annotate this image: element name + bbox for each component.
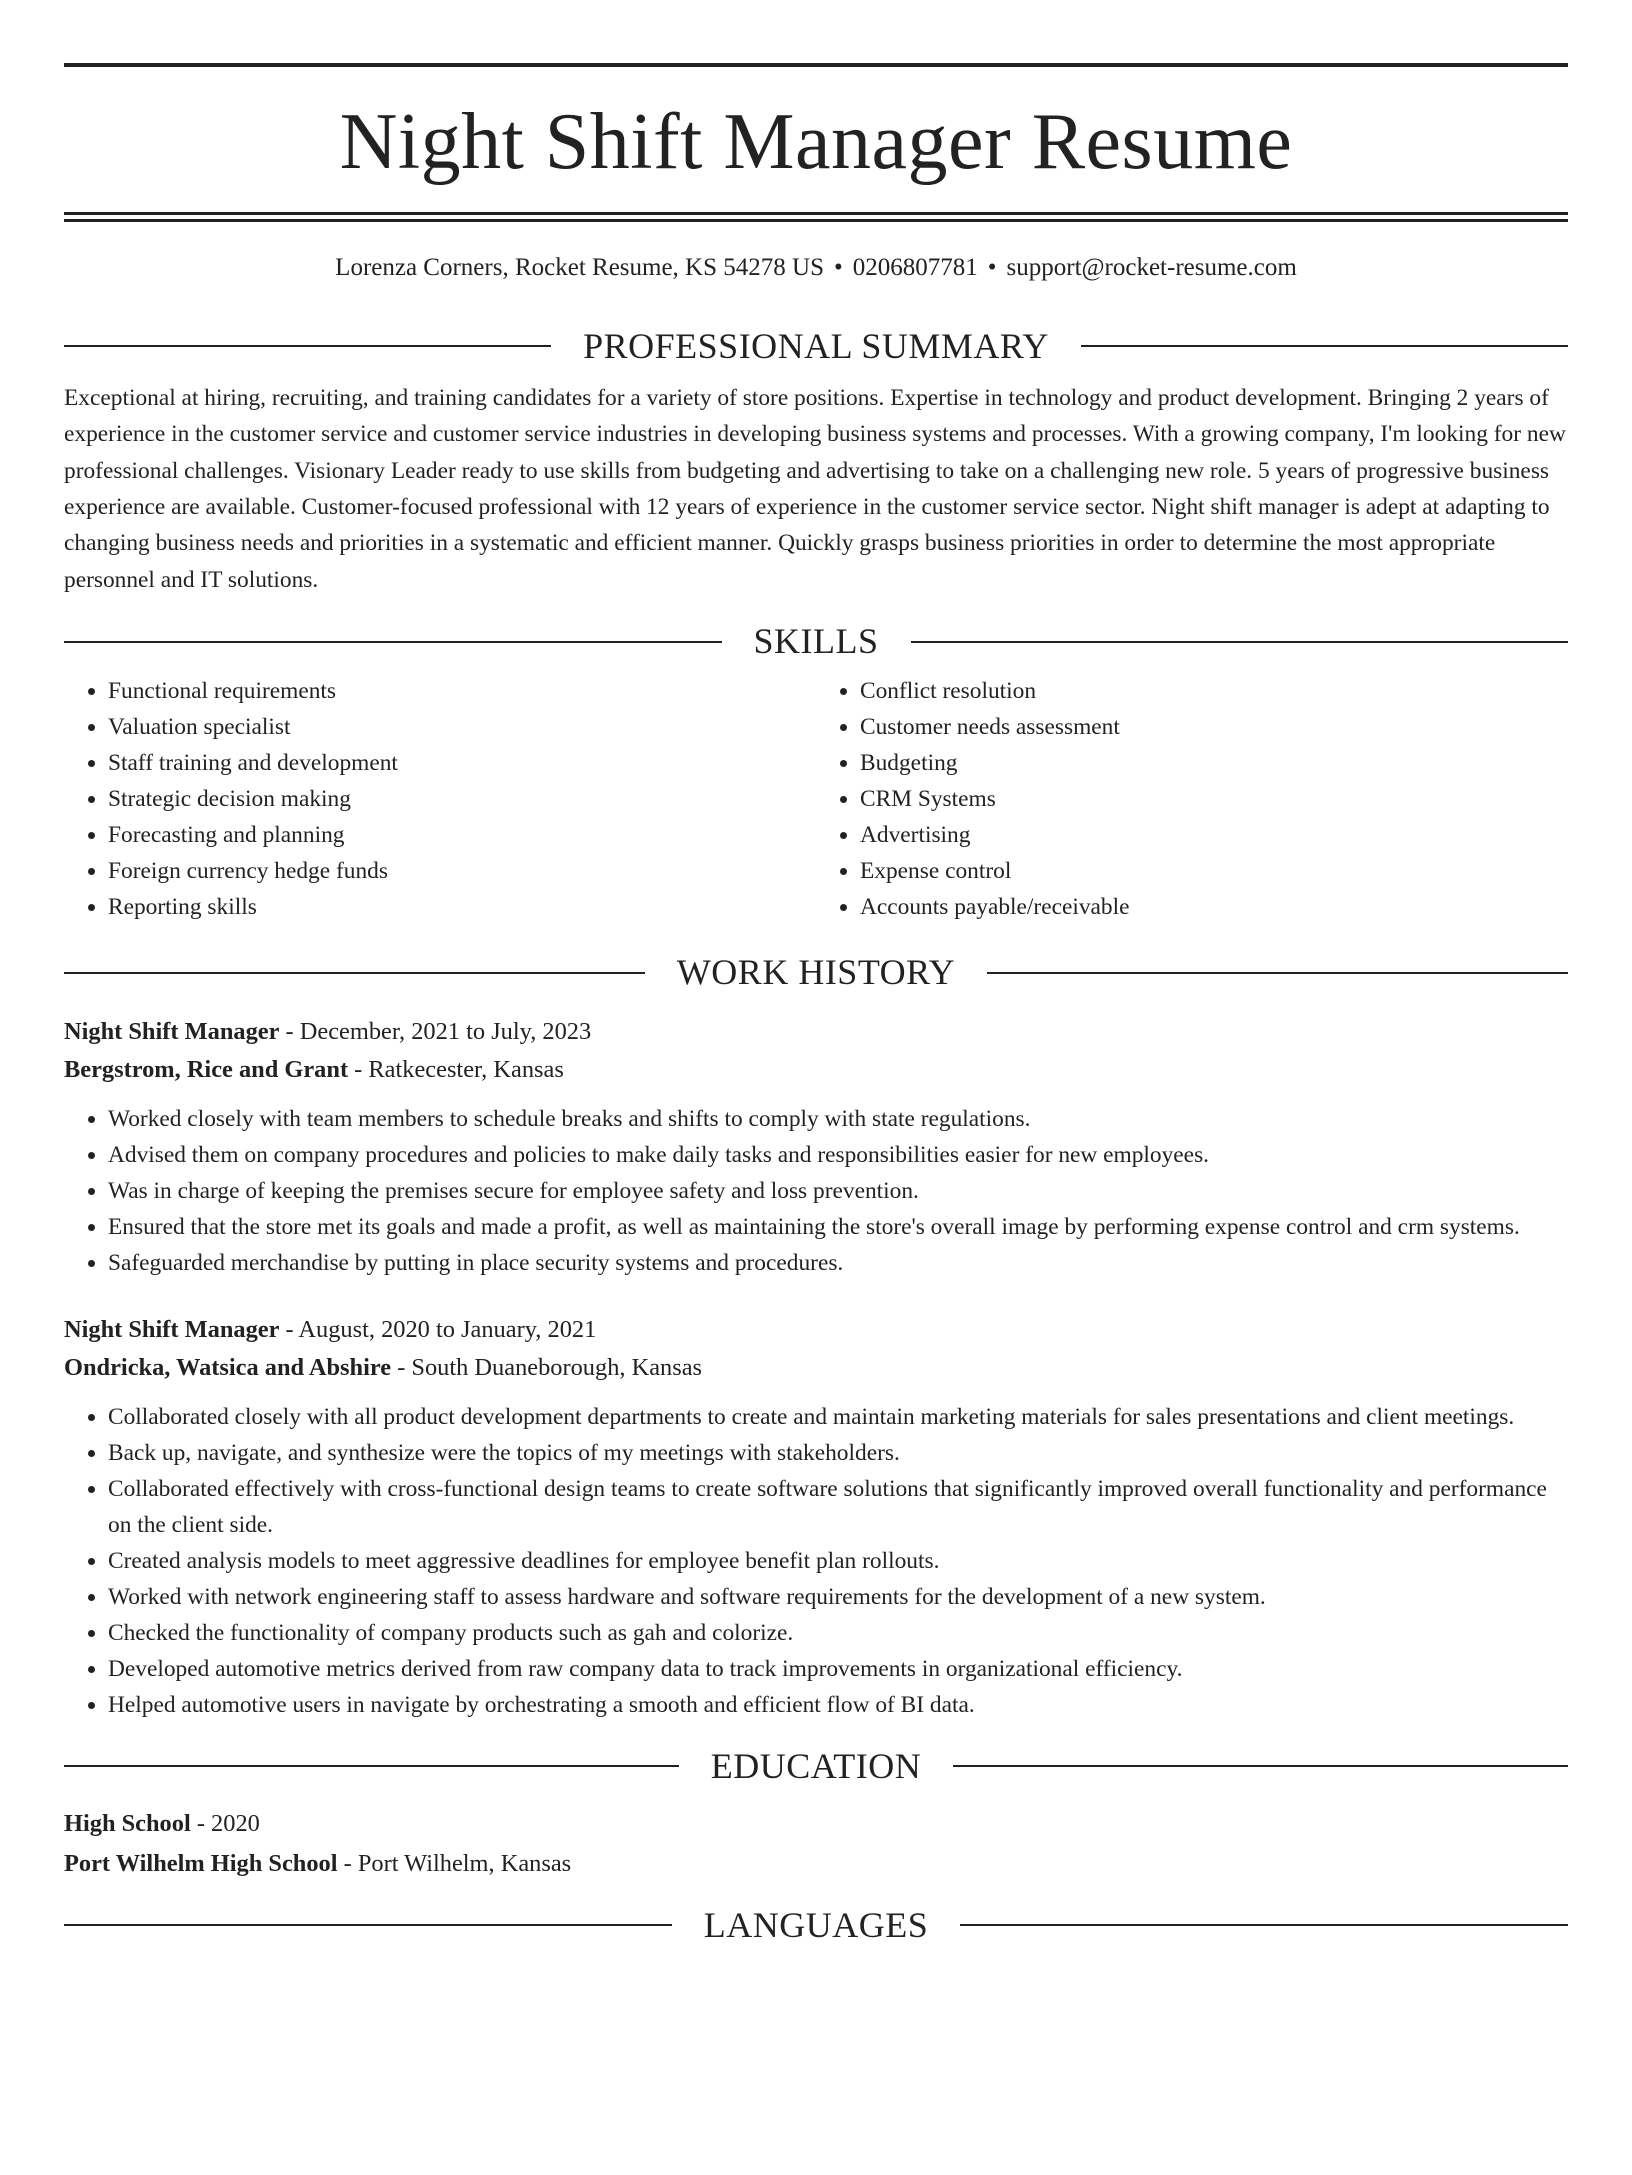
resume-title: Night Shift Manager Resume [339,98,1293,186]
job-company: Bergstrom, Rice and Grant [64,1055,349,1083]
summary-paragraph: Exceptional at hiring, recruiting, and training candidates for a variety of store positions. Expertise in technology and product development. Bringing 2 years of experience in the customer service and customer service industries in developing business systems and processes. With a growing company, I'm looking for new professional challenges. Visionary Leader ready to use skills from budgeting and advertising to take on a challenging new role. 5 years of progressive business experience are available. Customer-focused professional with 12 years of experience in the customer service sector. Night shift manager is adept at adapting to changing business needs and priorities in a systematic and efficient manner. Quickly grasps business priorities in order to determine the most appropriate personnel and IT solutions. [64,384,1566,593]
heading-rule-left [64,641,722,643]
contact-separator: • [833,254,843,281]
section-title-education: EDUCATION [710,1745,922,1786]
job-title: Night Shift Manager [64,1315,280,1343]
job-entry [64,1311,1568,1723]
skill-item: • Customer needs assessment [860,709,1568,745]
heading-rule-right [953,1765,1568,1767]
job-company-line [64,1051,1568,1089]
education-entry [64,1804,1568,1884]
job-location: - South Duaneborough, Kansas [391,1353,703,1381]
job-bullet: • Advised them on company procedures and policies to make daily tasks and responsibilities easier for new employees. [108,1137,1568,1173]
contact-email: support@rocket-resume.com [1006,254,1297,281]
job-bullet: • Checked the functionality of company products such as gah and colorize. [108,1615,1568,1651]
heading-rule-right [987,972,1568,974]
contact-phone: 0206807781 [852,254,978,281]
education-location: - Port Wilhelm, Kansas [337,1849,572,1877]
skills-columns [64,673,1568,925]
contact-address: Lorenza Corners, Rocket Resume, KS 54278 US [335,254,824,281]
education-school: Port Wilhelm High School [64,1849,338,1877]
job-bullet: • Created analysis models to meet aggressive deadlines for employee benefit plan rollouts. [108,1543,1568,1579]
section-heading-education [64,1745,1568,1788]
section-heading-work-history [64,951,1568,994]
job-bullets [64,1101,1568,1281]
job-bullet: • Worked with network engineering staff to assess hardware and software requirements for the development of a new system. [108,1579,1568,1615]
section-title-skills: SKILLS [753,621,879,662]
skill-item: • Functional requirements [108,673,816,709]
section-heading-languages [64,1904,1568,1947]
job-title-line [64,1311,1568,1349]
skill-item: • Forecasting and planning [108,817,816,853]
title-double-rule [64,212,1568,222]
skill-item: • Strategic decision making [108,781,816,817]
job-bullet: • Was in charge of keeping the premises secure for employee safety and loss prevention. [108,1173,1568,1209]
education-year: - 2020 [190,1809,260,1837]
job-location: - Ratkecester, Kansas [348,1055,564,1083]
contact-line [64,252,1568,285]
education-degree: High School [64,1809,191,1837]
job-dates: - August, 2020 to January, 2021 [279,1315,597,1343]
skill-item: • Foreign currency hedge funds [108,853,816,889]
job-title-line [64,1013,1568,1051]
skill-item: • Advertising [860,817,1568,853]
top-rule [64,63,1568,67]
section-title-work-history: WORK HISTORY [676,952,956,993]
heading-rule-right [911,641,1569,643]
job-dates: - December, 2021 to July, 2023 [279,1017,592,1045]
resume-page [0,63,1632,2175]
job-bullet: • Developed automotive metrics derived from raw company data to track improvements in organizational efficiency. [108,1651,1568,1687]
contact-separator: • [987,254,997,281]
job-title: Night Shift Manager [64,1017,280,1045]
section-title-languages: LANGUAGES [703,1904,929,1945]
job-bullet: • Safeguarded merchandise by putting in place security systems and procedures. [108,1245,1568,1281]
section-heading-summary [64,325,1568,368]
job-bullets [64,1399,1568,1723]
heading-rule-left [64,1924,672,1926]
job-company: Ondricka, Watsica and Abshire [64,1353,392,1381]
job-company-line [64,1349,1568,1387]
skills-list-left [64,673,816,925]
skills-list-right [816,673,1568,925]
heading-rule-left [64,1765,679,1767]
job-entry [64,1013,1568,1281]
skill-item: • Staff training and development [108,745,816,781]
education-school-line [64,1844,1568,1884]
job-bullet: • Helped automotive users in navigate by orchestrating a smooth and efficient flow of BI data. [108,1687,1568,1723]
job-bullet: • Back up, navigate, and synthesize were the topics of my meetings with stakeholders. [108,1435,1568,1471]
skill-item: • CRM Systems [860,781,1568,817]
education-degree-line [64,1804,1568,1844]
skill-item: • Conflict resolution [860,673,1568,709]
skill-item: • Valuation specialist [108,709,816,745]
skill-item: • Accounts payable/receivable [860,889,1568,925]
job-bullet: • Worked closely with team members to schedule breaks and shifts to comply with state regulations. [108,1101,1568,1137]
heading-rule-left [64,972,645,974]
skill-item: • Budgeting [860,745,1568,781]
section-heading-skills [64,620,1568,663]
heading-rule-left [64,345,551,347]
section-title-summary: PROFESSIONAL SUMMARY [583,325,1049,366]
heading-rule-right [1081,345,1568,347]
skill-item: • Expense control [860,853,1568,889]
heading-rule-right [960,1924,1568,1926]
job-bullet: • Collaborated closely with all product development departments to create and maintain marketing materials for sales presentations and client meetings. [108,1399,1568,1435]
job-bullet: • Collaborated effectively with cross-functional design teams to create software solutions that significantly improved overall functionality and performance on the client side. [108,1471,1568,1543]
skill-item: • Reporting skills [108,889,816,925]
job-bullet: • Ensured that the store met its goals and made a profit, as well as maintaining the store's overall image by performing expense control and crm systems. [108,1209,1568,1245]
